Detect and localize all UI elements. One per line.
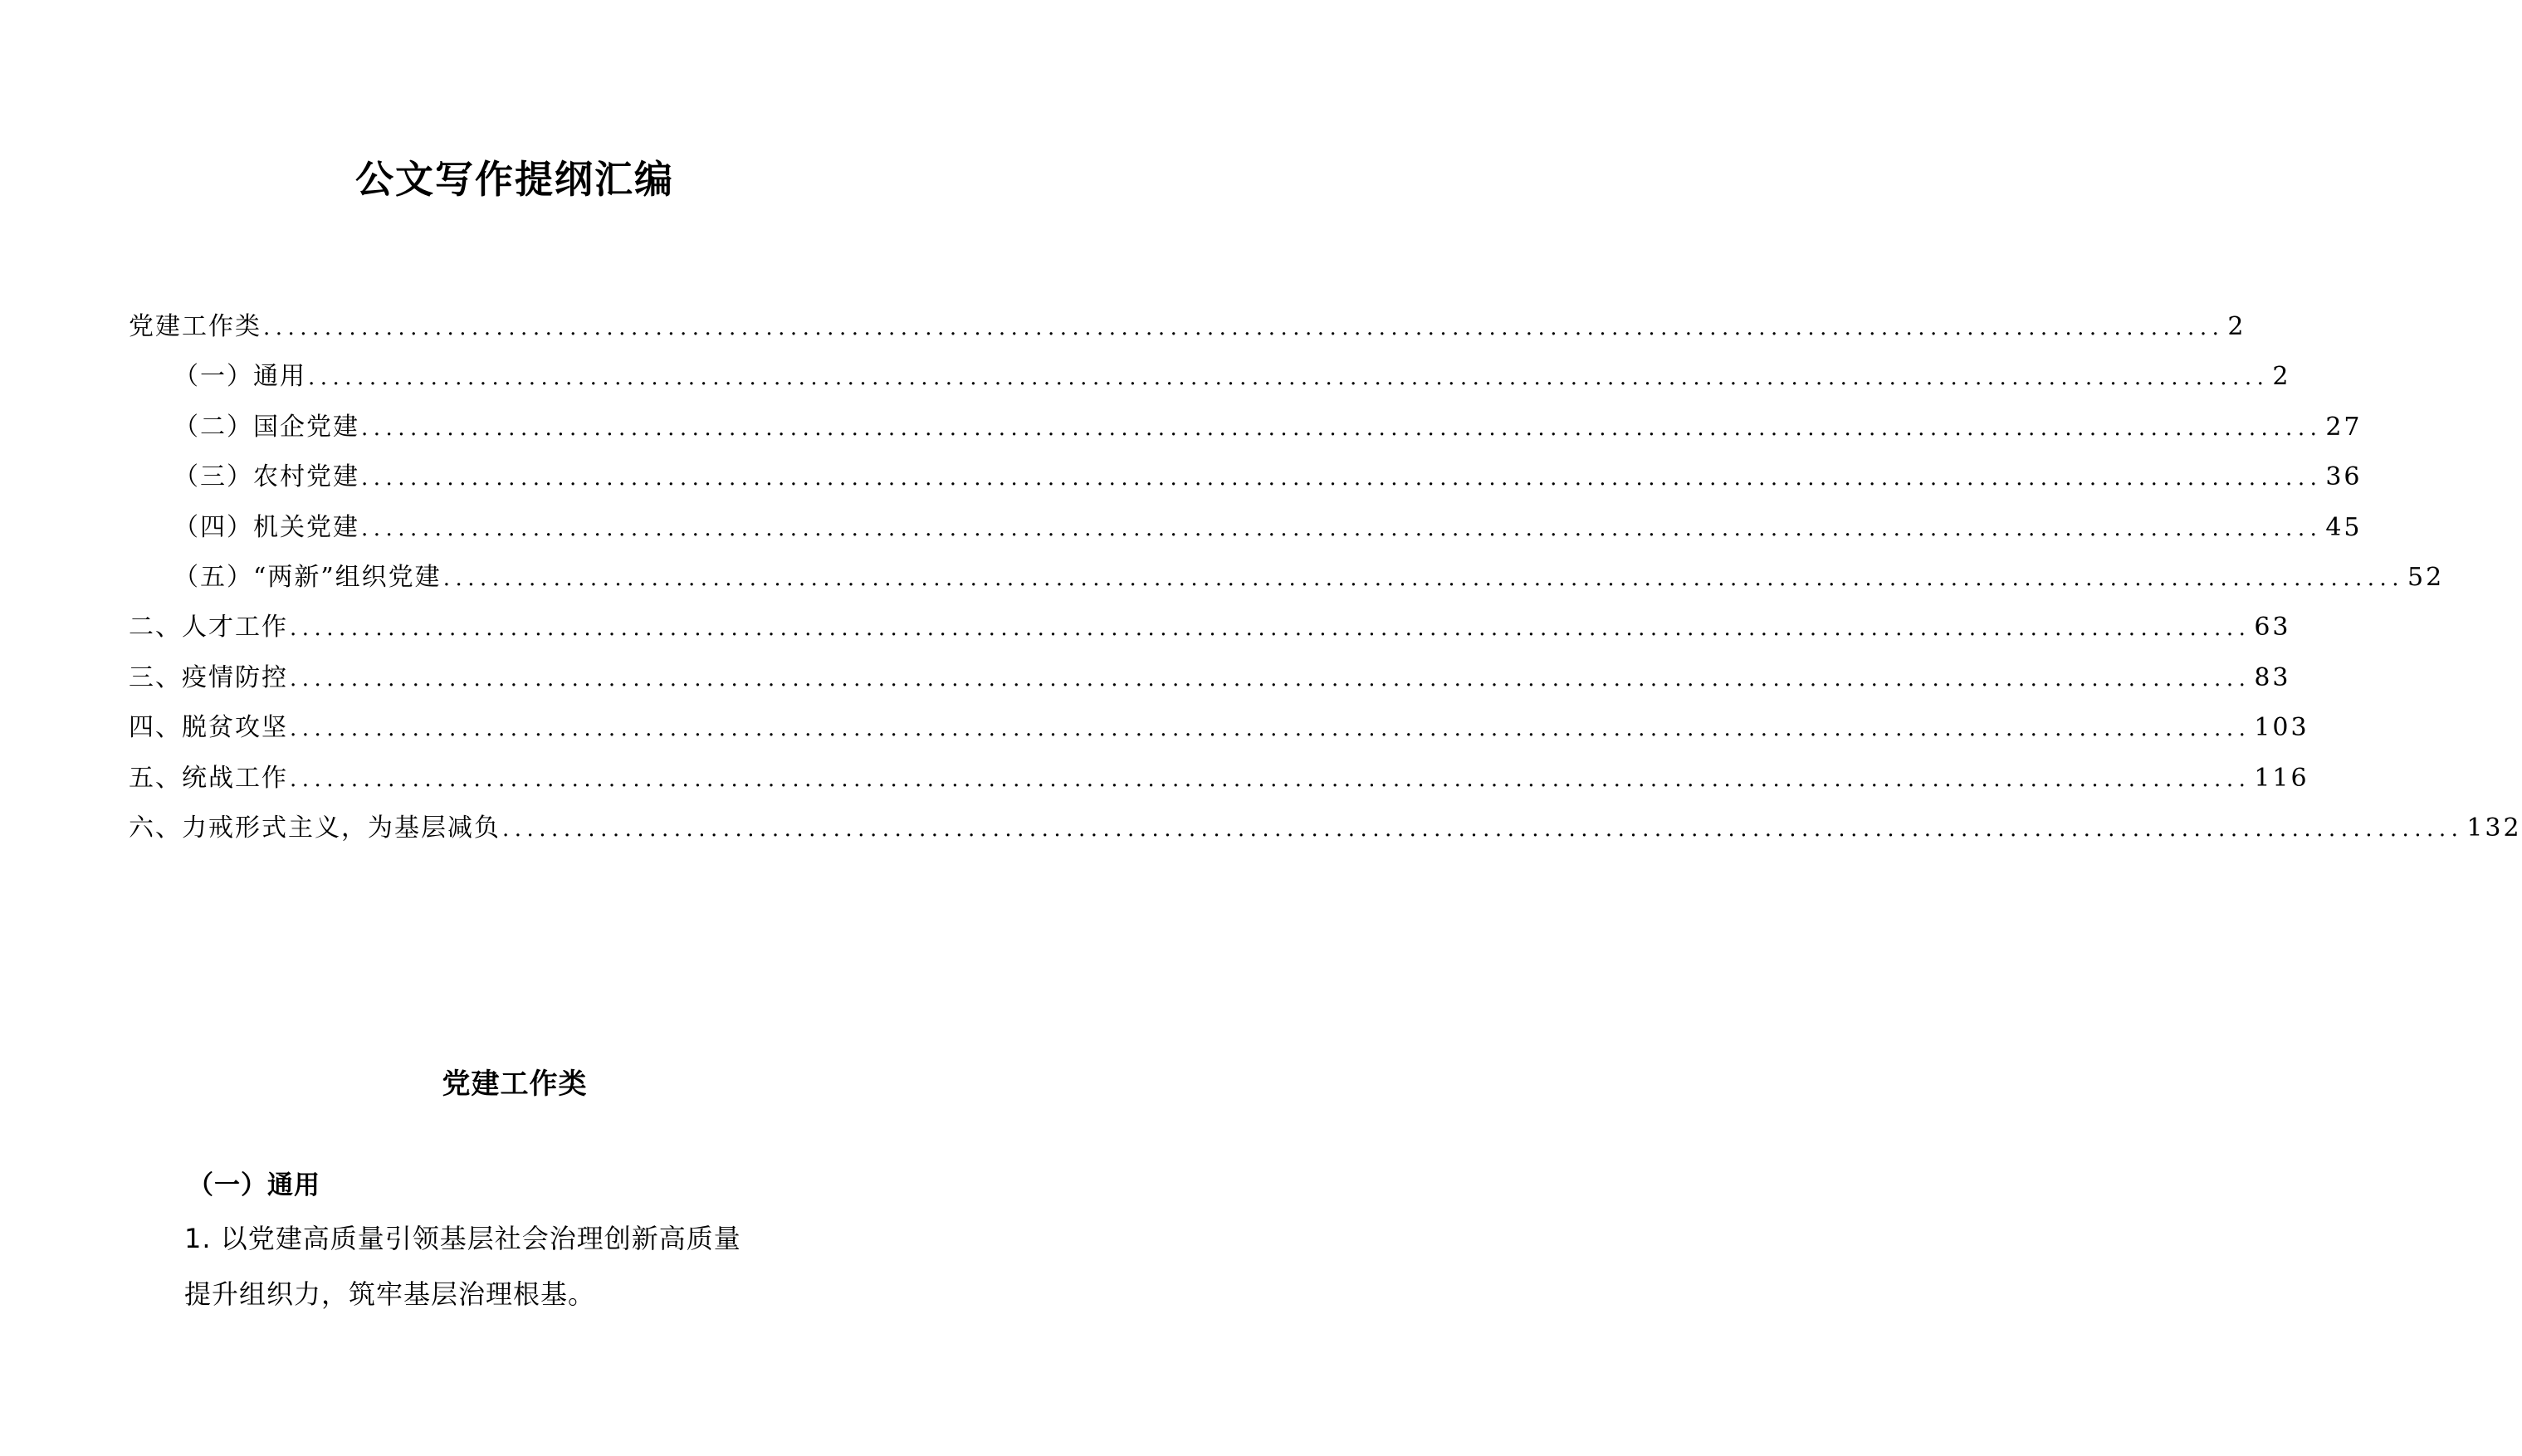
- toc-leader-dots: ................................................................................................................................................................: [290, 666, 2251, 691]
- toc-entry-label: 党建工作类: [129, 312, 261, 341]
- toc-leader-dots: ................................................................................................................................................................: [290, 766, 2251, 792]
- toc-entry-label: （三）农村党建: [174, 462, 359, 492]
- toc-entry-page: 2: [2227, 312, 2246, 341]
- toc-entry-label: （二）国企党建: [174, 412, 359, 442]
- toc-leader-dots: ................................................................................................................................................................: [263, 315, 2225, 340]
- toc-entry[interactable]: [129, 611, 2291, 661]
- table-of-contents: [129, 310, 2522, 862]
- toc-entry[interactable]: [129, 561, 2445, 611]
- toc-entry-label: 六、力戒形式主义，为基层减负: [129, 813, 501, 843]
- section-title: 党建工作类: [442, 1068, 588, 1101]
- toc-entry-label: （五）“两新”组织党建: [174, 562, 442, 592]
- toc-entry-label: （四）机关党建: [174, 512, 359, 542]
- toc-entry-page: 27: [2325, 412, 2363, 442]
- toc-entry-page: 2: [2272, 362, 2291, 392]
- toc-entry[interactable]: [129, 711, 2309, 761]
- item-heading: 1. 以党建高质量引领基层社会治理创新高质量: [184, 1223, 741, 1254]
- toc-entry[interactable]: [129, 762, 2309, 812]
- toc-entry-label: （一）通用: [174, 362, 306, 392]
- document-title: 公文写作提纲汇编: [355, 157, 674, 202]
- toc-leader-dots: ................................................................................................................................................................: [290, 716, 2251, 742]
- toc-entry[interactable]: [129, 511, 2363, 561]
- toc-entry-page: 45: [2325, 512, 2363, 542]
- toc-leader-dots: ................................................................................................................................................................: [290, 616, 2251, 642]
- toc-entry[interactable]: [129, 310, 2246, 360]
- toc-leader-dots: ................................................................................................................................................................: [442, 565, 2405, 591]
- toc-entry[interactable]: [129, 411, 2363, 461]
- toc-entry-page: 116: [2254, 763, 2309, 793]
- toc-entry[interactable]: [129, 812, 2522, 862]
- toc-entry-page: 103: [2254, 713, 2309, 743]
- toc-entry-label: 三、疫情防控: [129, 662, 288, 692]
- toc-entry-page: 52: [2407, 562, 2445, 592]
- toc-entry-page: 132: [2466, 813, 2522, 843]
- toc-entry-label: 二、人才工作: [129, 613, 288, 642]
- toc-entry[interactable]: [129, 461, 2363, 511]
- subsection-title: （一）通用: [188, 1170, 320, 1200]
- toc-leader-dots: ................................................................................................................................................................: [361, 515, 2323, 541]
- body-paragraph: 提升组织力，筑牢基层治理根基。: [184, 1278, 596, 1310]
- toc-entry-page: 63: [2254, 613, 2291, 642]
- toc-entry-page: 36: [2325, 462, 2363, 492]
- toc-entry-page: 83: [2254, 662, 2291, 692]
- toc-entry-label: 四、脱贫攻坚: [129, 713, 288, 743]
- toc-entry-label: 五、统战工作: [129, 763, 288, 793]
- toc-leader-dots: ................................................................................................................................................................: [308, 365, 2270, 391]
- toc-entry[interactable]: [129, 360, 2291, 410]
- toc-leader-dots: ................................................................................................................................................................: [361, 415, 2323, 441]
- toc-entry[interactable]: [129, 662, 2291, 711]
- toc-leader-dots: ................................................................................................................................................................: [361, 466, 2323, 491]
- toc-leader-dots: ................................................................................................................................................................: [502, 816, 2464, 842]
